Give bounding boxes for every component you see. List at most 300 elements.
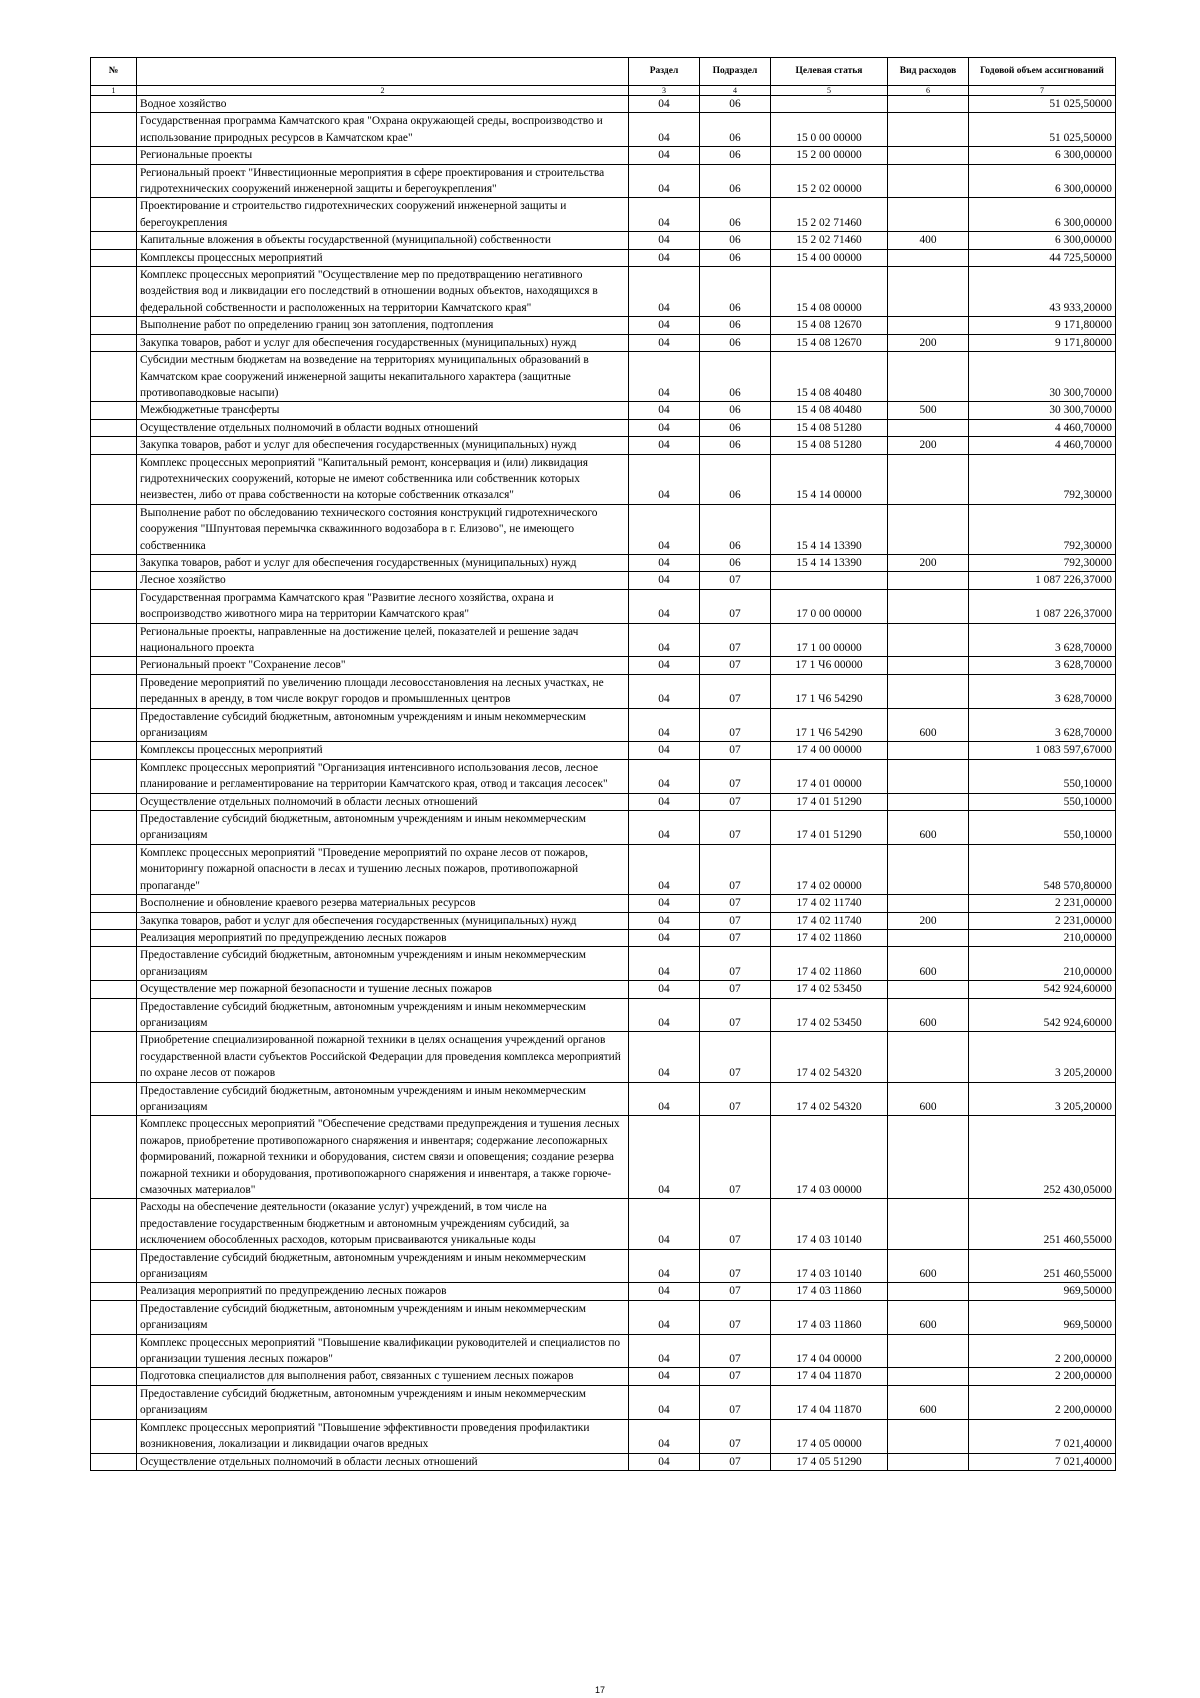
cell-target-article: 17 4 03 10140 — [771, 1199, 888, 1249]
budget-table — [90, 57, 1116, 1471]
cell-target-article: 17 4 01 51290 — [771, 793, 888, 810]
table-row — [91, 759, 1116, 793]
cell-annual-amount: 792,30000 — [969, 554, 1116, 571]
cell-section: 04 — [629, 352, 700, 402]
cell-expense-type: 200 — [888, 912, 969, 929]
cell-name: Предоставление субсидий бюджетным, автономным учреждениям и иным некоммерческим организациям — [137, 811, 629, 845]
cell-target-article: 17 4 02 54320 — [771, 1032, 888, 1082]
header-annual-amount: Годовой объем ассигнований — [969, 58, 1116, 86]
cell-annual-amount: 542 924,60000 — [969, 998, 1116, 1032]
cell-annual-amount: 792,30000 — [969, 454, 1116, 504]
cell-name: Предоставление субсидий бюджетным, автономным учреждениям и иным некоммерческим организациям — [137, 947, 629, 981]
cell-number — [91, 317, 137, 334]
cell-subsection: 06 — [700, 232, 771, 249]
table-row — [91, 1249, 1116, 1283]
table-row — [91, 419, 1116, 436]
table-row — [91, 844, 1116, 894]
cell-annual-amount: 3 628,70000 — [969, 674, 1116, 708]
cell-name: Субсидии местным бюджетам на возведение на территориях муниципальных образований в Камчатском крае сооружений инженерной защиты некапитального характера (защитные противопаводковые насыпи) — [137, 352, 629, 402]
cell-section: 04 — [629, 674, 700, 708]
cell-name: Водное хозяйство — [137, 96, 629, 113]
cell-expense-type — [888, 589, 969, 623]
cell-number — [91, 334, 137, 351]
cell-section: 04 — [629, 589, 700, 623]
cell-annual-amount: 2 200,00000 — [969, 1368, 1116, 1385]
cell-expense-type — [888, 267, 969, 317]
cell-number — [91, 589, 137, 623]
cell-annual-amount: 3 205,20000 — [969, 1032, 1116, 1082]
cell-name: Комплекс процессных мероприятий "Капитальный ремонт, консервация и (или) ликвидация гидротехнических сооружений, которые не имеют собственника или собственник которых неизвестен, либо от права собственности на которые собственник отказался" — [137, 454, 629, 504]
table-row — [91, 623, 1116, 657]
cell-subsection: 07 — [700, 998, 771, 1032]
cell-number — [91, 998, 137, 1032]
cell-subsection: 07 — [700, 1249, 771, 1283]
cell-name: Выполнение работ по обследованию технического состояния конструкций гидротехнического сооружения "Шпунтовая перемычка скважинного водозабора в г. Елизово", не имеющего собственника — [137, 504, 629, 554]
cell-target-article: 15 4 08 40480 — [771, 352, 888, 402]
cell-expense-type: 500 — [888, 402, 969, 419]
cell-subsection: 06 — [700, 198, 771, 232]
cell-section: 04 — [629, 1334, 700, 1368]
cell-target-article: 15 4 08 00000 — [771, 267, 888, 317]
table-row — [91, 895, 1116, 912]
table-row — [91, 164, 1116, 198]
cell-annual-amount: 969,50000 — [969, 1283, 1116, 1300]
cell-number — [91, 742, 137, 759]
cell-expense-type: 600 — [888, 1385, 969, 1419]
column-number: 1 — [91, 86, 137, 96]
cell-subsection: 06 — [700, 437, 771, 454]
cell-subsection: 07 — [700, 657, 771, 674]
cell-section: 04 — [629, 164, 700, 198]
cell-number — [91, 1334, 137, 1368]
cell-name: Закупка товаров, работ и услуг для обеспечения государственных (муниципальных) нужд — [137, 334, 629, 351]
cell-section: 04 — [629, 1368, 700, 1385]
cell-expense-type: 600 — [888, 947, 969, 981]
cell-target-article: 15 4 00 00000 — [771, 249, 888, 266]
cell-target-article: 17 4 03 10140 — [771, 1249, 888, 1283]
cell-annual-amount: 6 300,00000 — [969, 232, 1116, 249]
table-row — [91, 1334, 1116, 1368]
cell-target-article: 15 2 00 00000 — [771, 147, 888, 164]
cell-expense-type — [888, 352, 969, 402]
table-row — [91, 504, 1116, 554]
table-row — [91, 147, 1116, 164]
table-row — [91, 1082, 1116, 1116]
cell-expense-type — [888, 844, 969, 894]
cell-expense-type — [888, 454, 969, 504]
cell-expense-type — [888, 759, 969, 793]
cell-annual-amount: 2 200,00000 — [969, 1385, 1116, 1419]
cell-annual-amount: 548 570,80000 — [969, 844, 1116, 894]
cell-name: Комплекс процессных мероприятий "Осуществление мер по предотвращению негативного воздействия вод и ликвидации его последствий в отношении водных объектов, находящихся в федеральной собственности и расположенных на территории Камчатского края" — [137, 267, 629, 317]
cell-annual-amount: 43 933,20000 — [969, 267, 1116, 317]
table-row — [91, 352, 1116, 402]
cell-number — [91, 267, 137, 317]
cell-subsection: 07 — [700, 895, 771, 912]
cell-section: 04 — [629, 147, 700, 164]
cell-name: Предоставление субсидий бюджетным, автономным учреждениям и иным некоммерческим организациям — [137, 998, 629, 1032]
cell-number — [91, 504, 137, 554]
cell-number — [91, 708, 137, 742]
cell-number — [91, 454, 137, 504]
cell-subsection: 07 — [700, 708, 771, 742]
cell-target-article: 17 1 Ч6 54290 — [771, 674, 888, 708]
header-subsection: Подраздел — [700, 58, 771, 86]
cell-section: 04 — [629, 1385, 700, 1419]
cell-target-article: 17 4 02 53450 — [771, 998, 888, 1032]
cell-expense-type: 600 — [888, 1082, 969, 1116]
cell-expense-type — [888, 1368, 969, 1385]
cell-subsection: 07 — [700, 844, 771, 894]
cell-target-article: 15 2 02 00000 — [771, 164, 888, 198]
cell-annual-amount: 210,00000 — [969, 947, 1116, 981]
cell-subsection: 07 — [700, 1334, 771, 1368]
column-number: 4 — [700, 86, 771, 96]
cell-target-article: 17 4 04 11870 — [771, 1368, 888, 1385]
cell-annual-amount: 1 083 597,67000 — [969, 742, 1116, 759]
cell-name: Реализация мероприятий по предупреждению лесных пожаров — [137, 1283, 629, 1300]
cell-target-article: 17 4 03 11860 — [771, 1283, 888, 1300]
cell-annual-amount: 6 300,00000 — [969, 198, 1116, 232]
cell-subsection: 07 — [700, 1385, 771, 1419]
cell-section: 04 — [629, 232, 700, 249]
cell-subsection: 07 — [700, 1283, 771, 1300]
cell-number — [91, 1385, 137, 1419]
cell-expense-type: 600 — [888, 811, 969, 845]
cell-name: Капитальные вложения в объекты государственной (муниципальной) собственности — [137, 232, 629, 249]
cell-target-article: 15 4 14 13390 — [771, 504, 888, 554]
cell-subsection: 06 — [700, 504, 771, 554]
cell-target-article: 17 4 05 51290 — [771, 1453, 888, 1470]
cell-expense-type: 400 — [888, 232, 969, 249]
cell-target-article: 17 4 02 11860 — [771, 947, 888, 981]
cell-annual-amount: 251 460,55000 — [969, 1249, 1116, 1283]
cell-name: Государственная программа Камчатского края "Развитие лесного хозяйства, охрана и воспроизводство животного мира на территории Камчатского края" — [137, 589, 629, 623]
cell-expense-type — [888, 113, 969, 147]
cell-subsection: 06 — [700, 334, 771, 351]
cell-annual-amount: 2 231,00000 — [969, 912, 1116, 929]
cell-annual-amount: 30 300,70000 — [969, 402, 1116, 419]
table-row — [91, 998, 1116, 1032]
cell-target-article — [771, 572, 888, 589]
cell-subsection: 06 — [700, 402, 771, 419]
table-row — [91, 249, 1116, 266]
cell-number — [91, 1082, 137, 1116]
cell-section: 04 — [629, 1419, 700, 1453]
cell-expense-type: 600 — [888, 708, 969, 742]
table-row — [91, 317, 1116, 334]
cell-name: Комплекс процессных мероприятий "Повышение эффективности проведения профилактики возникновения, локализации и ликвидации очагов вредных — [137, 1419, 629, 1453]
cell-name: Межбюджетные трансферты — [137, 402, 629, 419]
cell-section: 04 — [629, 554, 700, 571]
cell-name: Проведение мероприятий по увеличению площади лесовосстановления на лесных участках, не переданных в аренду, в том числе вокруг городов и промышленных центров — [137, 674, 629, 708]
cell-name: Закупка товаров, работ и услуг для обеспечения государственных (муниципальных) нужд — [137, 554, 629, 571]
cell-subsection: 07 — [700, 572, 771, 589]
cell-number — [91, 929, 137, 946]
cell-subsection: 07 — [700, 1453, 771, 1470]
cell-target-article: 17 4 01 51290 — [771, 811, 888, 845]
table-row — [91, 1199, 1116, 1249]
cell-expense-type — [888, 249, 969, 266]
cell-subsection: 06 — [700, 164, 771, 198]
cell-annual-amount: 252 430,05000 — [969, 1116, 1116, 1199]
table-row — [91, 1032, 1116, 1082]
cell-number — [91, 1199, 137, 1249]
cell-target-article: 17 4 02 54320 — [771, 1082, 888, 1116]
header-section: Раздел — [629, 58, 700, 86]
table-row — [91, 267, 1116, 317]
cell-name: Предоставление субсидий бюджетным, автономным учреждениям и иным некоммерческим организациям — [137, 708, 629, 742]
cell-name: Закупка товаров, работ и услуг для обеспечения государственных (муниципальных) нужд — [137, 912, 629, 929]
table-row — [91, 554, 1116, 571]
cell-section: 04 — [629, 623, 700, 657]
cell-expense-type — [888, 1283, 969, 1300]
cell-section: 04 — [629, 998, 700, 1032]
table-row — [91, 402, 1116, 419]
cell-section: 04 — [629, 742, 700, 759]
cell-annual-amount: 9 171,80000 — [969, 334, 1116, 351]
table-row — [91, 232, 1116, 249]
cell-subsection: 07 — [700, 742, 771, 759]
page-number: 17 — [594, 1685, 605, 1695]
cell-subsection: 07 — [700, 912, 771, 929]
cell-name: Региональный проект "Инвестиционные мероприятия в сфере проектирования и строительства гидротехнических сооружений инженерной защиты и берегоукрепления" — [137, 164, 629, 198]
cell-section: 04 — [629, 981, 700, 998]
cell-target-article: 17 1 Ч6 54290 — [771, 708, 888, 742]
cell-expense-type: 600 — [888, 998, 969, 1032]
header-expense-type: Вид расходов — [888, 58, 969, 86]
cell-subsection: 07 — [700, 793, 771, 810]
cell-section: 04 — [629, 793, 700, 810]
cell-target-article: 17 4 02 53450 — [771, 981, 888, 998]
cell-number — [91, 1283, 137, 1300]
cell-section: 04 — [629, 419, 700, 436]
cell-section: 04 — [629, 929, 700, 946]
cell-subsection: 07 — [700, 811, 771, 845]
table-row — [91, 198, 1116, 232]
cell-annual-amount: 6 300,00000 — [969, 164, 1116, 198]
cell-subsection: 06 — [700, 454, 771, 504]
cell-expense-type — [888, 1453, 969, 1470]
table-row — [91, 657, 1116, 674]
cell-expense-type — [888, 623, 969, 657]
cell-section: 04 — [629, 317, 700, 334]
cell-target-article: 17 4 03 11860 — [771, 1300, 888, 1334]
cell-number — [91, 895, 137, 912]
cell-name: Осуществление мер пожарной безопасности и тушение лесных пожаров — [137, 981, 629, 998]
cell-annual-amount: 30 300,70000 — [969, 352, 1116, 402]
cell-expense-type: 200 — [888, 554, 969, 571]
table-row — [91, 334, 1116, 351]
cell-name: Восполнение и обновление краевого резерва материальных ресурсов — [137, 895, 629, 912]
cell-name: Подготовка специалистов для выполнения работ, связанных с тушением лесных пожаров — [137, 1368, 629, 1385]
cell-section: 04 — [629, 1300, 700, 1334]
cell-name: Лесное хозяйство — [137, 572, 629, 589]
table-row — [91, 437, 1116, 454]
cell-expense-type — [888, 1116, 969, 1199]
cell-annual-amount: 6 300,00000 — [969, 147, 1116, 164]
cell-number — [91, 113, 137, 147]
cell-expense-type — [888, 1032, 969, 1082]
cell-number — [91, 1116, 137, 1199]
table-row — [91, 1385, 1116, 1419]
cell-target-article: 15 4 08 40480 — [771, 402, 888, 419]
cell-section: 04 — [629, 504, 700, 554]
cell-expense-type — [888, 147, 969, 164]
cell-name: Государственная программа Камчатского края "Охрана окружающей среды, воспроизводство и использование природных ресурсов в Камчатском крае" — [137, 113, 629, 147]
cell-expense-type — [888, 1199, 969, 1249]
cell-number — [91, 437, 137, 454]
cell-subsection: 07 — [700, 623, 771, 657]
cell-number — [91, 674, 137, 708]
cell-annual-amount: 550,10000 — [969, 759, 1116, 793]
cell-annual-amount: 1 087 226,37000 — [969, 589, 1116, 623]
cell-section: 04 — [629, 947, 700, 981]
cell-number — [91, 912, 137, 929]
table-row — [91, 96, 1116, 113]
cell-name: Комплексы процессных мероприятий — [137, 249, 629, 266]
cell-section: 04 — [629, 912, 700, 929]
cell-number — [91, 793, 137, 810]
cell-expense-type: 600 — [888, 1249, 969, 1283]
cell-expense-type — [888, 981, 969, 998]
cell-number — [91, 1453, 137, 1470]
cell-number — [91, 554, 137, 571]
cell-section: 04 — [629, 811, 700, 845]
cell-expense-type: 600 — [888, 1300, 969, 1334]
cell-number — [91, 249, 137, 266]
cell-section: 04 — [629, 657, 700, 674]
cell-subsection: 06 — [700, 113, 771, 147]
cell-annual-amount: 4 460,70000 — [969, 419, 1116, 436]
cell-annual-amount: 3 628,70000 — [969, 623, 1116, 657]
cell-section: 04 — [629, 454, 700, 504]
cell-name: Региональные проекты, направленные на достижение целей, показателей и решение задач национального проекта — [137, 623, 629, 657]
cell-number — [91, 1419, 137, 1453]
cell-subsection: 07 — [700, 981, 771, 998]
table-row — [91, 454, 1116, 504]
cell-target-article: 15 4 14 13390 — [771, 554, 888, 571]
cell-expense-type — [888, 793, 969, 810]
cell-expense-type — [888, 96, 969, 113]
cell-name: Предоставление субсидий бюджетным, автономным учреждениям и иным некоммерческим организациям — [137, 1385, 629, 1419]
cell-target-article: 17 4 00 00000 — [771, 742, 888, 759]
cell-target-article: 15 4 14 00000 — [771, 454, 888, 504]
cell-target-article: 15 4 08 51280 — [771, 419, 888, 436]
cell-name: Выполнение работ по определению границ зон затопления, подтопления — [137, 317, 629, 334]
cell-section: 04 — [629, 437, 700, 454]
cell-target-article — [771, 96, 888, 113]
column-number-row — [91, 86, 1116, 96]
table-row — [91, 674, 1116, 708]
cell-annual-amount: 51 025,50000 — [969, 113, 1116, 147]
cell-target-article: 17 4 02 00000 — [771, 844, 888, 894]
cell-target-article: 15 4 08 12670 — [771, 317, 888, 334]
table-row — [91, 947, 1116, 981]
cell-section: 04 — [629, 1249, 700, 1283]
cell-target-article: 15 2 02 71460 — [771, 232, 888, 249]
cell-number — [91, 623, 137, 657]
cell-target-article: 17 4 05 00000 — [771, 1419, 888, 1453]
cell-section: 04 — [629, 198, 700, 232]
cell-expense-type — [888, 742, 969, 759]
cell-subsection: 07 — [700, 1116, 771, 1199]
cell-annual-amount: 210,00000 — [969, 929, 1116, 946]
cell-number — [91, 1368, 137, 1385]
cell-annual-amount: 3 628,70000 — [969, 708, 1116, 742]
cell-subsection: 06 — [700, 352, 771, 402]
cell-section: 04 — [629, 402, 700, 419]
cell-target-article: 15 2 02 71460 — [771, 198, 888, 232]
cell-annual-amount: 51 025,50000 — [969, 96, 1116, 113]
cell-subsection: 07 — [700, 1368, 771, 1385]
table-row — [91, 1116, 1116, 1199]
table-row — [91, 1300, 1116, 1334]
header-name — [137, 58, 629, 86]
cell-name: Предоставление субсидий бюджетным, автономным учреждениям и иным некоммерческим организациям — [137, 1249, 629, 1283]
cell-section: 04 — [629, 249, 700, 266]
cell-annual-amount: 2 231,00000 — [969, 895, 1116, 912]
cell-name: Комплекс процессных мероприятий "Проведение мероприятий по охране лесов от пожаров, мониторингу пожарной опасности в лесах и тушению лесных пожаров, противопожарной пропаганде" — [137, 844, 629, 894]
cell-subsection: 06 — [700, 554, 771, 571]
cell-subsection: 06 — [700, 419, 771, 436]
cell-subsection: 07 — [700, 1032, 771, 1082]
cell-target-article: 17 4 04 00000 — [771, 1334, 888, 1368]
header-row — [91, 58, 1116, 86]
table-row — [91, 572, 1116, 589]
cell-section: 04 — [629, 1199, 700, 1249]
cell-annual-amount: 3 205,20000 — [969, 1082, 1116, 1116]
cell-section: 04 — [629, 572, 700, 589]
cell-subsection: 07 — [700, 1199, 771, 1249]
cell-subsection: 07 — [700, 589, 771, 623]
cell-expense-type: 200 — [888, 334, 969, 351]
table-row — [91, 793, 1116, 810]
cell-annual-amount: 792,30000 — [969, 504, 1116, 554]
cell-subsection: 07 — [700, 1082, 771, 1116]
column-number: 5 — [771, 86, 888, 96]
column-number: 2 — [137, 86, 629, 96]
column-number: 3 — [629, 86, 700, 96]
cell-target-article: 17 4 04 11870 — [771, 1385, 888, 1419]
cell-section: 04 — [629, 1453, 700, 1470]
cell-section: 04 — [629, 113, 700, 147]
column-number: 7 — [969, 86, 1116, 96]
cell-subsection: 07 — [700, 674, 771, 708]
cell-number — [91, 96, 137, 113]
cell-section: 04 — [629, 334, 700, 351]
cell-expense-type — [888, 657, 969, 674]
cell-expense-type — [888, 895, 969, 912]
cell-number — [91, 657, 137, 674]
cell-target-article: 17 1 00 00000 — [771, 623, 888, 657]
cell-name: Комплекс процессных мероприятий "Повышение квалификации руководителей и специалистов по организации тушения лесных пожаров" — [137, 1334, 629, 1368]
cell-expense-type — [888, 164, 969, 198]
cell-annual-amount: 7 021,40000 — [969, 1419, 1116, 1453]
cell-section: 04 — [629, 267, 700, 317]
table-row — [91, 981, 1116, 998]
cell-annual-amount: 550,10000 — [969, 811, 1116, 845]
table-row — [91, 912, 1116, 929]
cell-number — [91, 352, 137, 402]
cell-annual-amount: 542 924,60000 — [969, 981, 1116, 998]
cell-subsection: 06 — [700, 267, 771, 317]
cell-annual-amount: 4 460,70000 — [969, 437, 1116, 454]
cell-expense-type — [888, 929, 969, 946]
cell-name: Комплексы процессных мероприятий — [137, 742, 629, 759]
budget-table-body — [91, 96, 1116, 1471]
table-row — [91, 929, 1116, 946]
